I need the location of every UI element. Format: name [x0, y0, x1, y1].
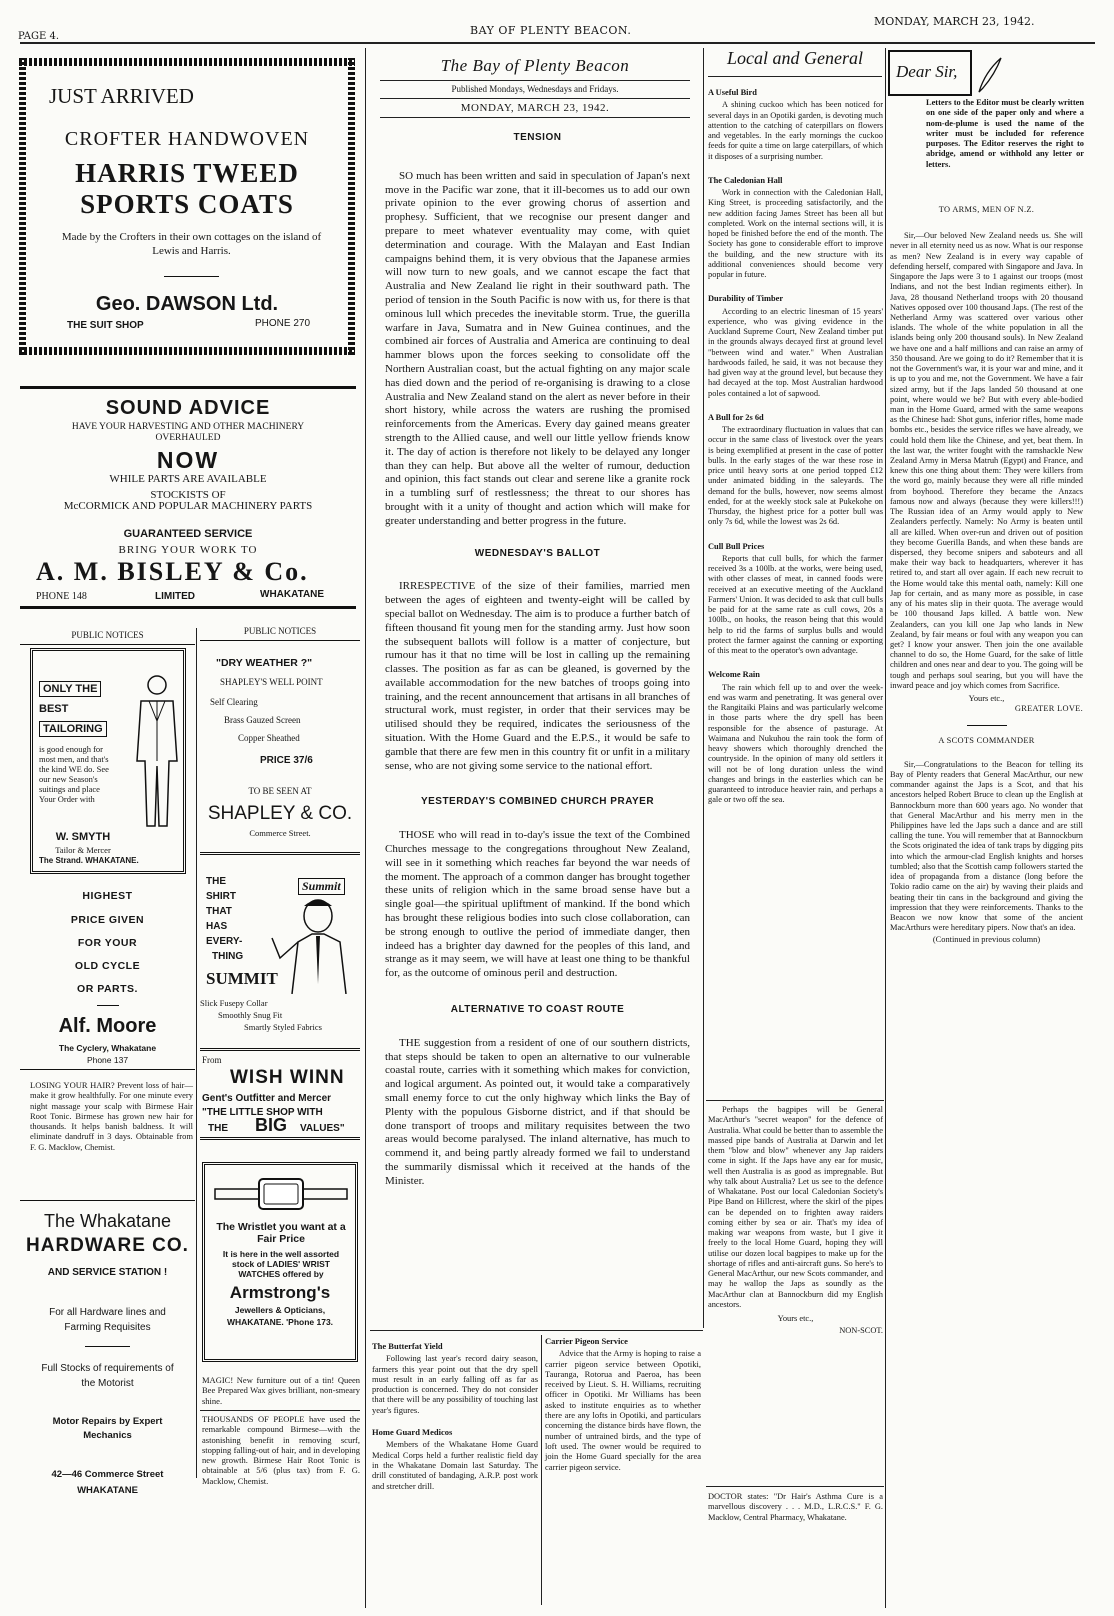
summit-line4: HAS	[206, 921, 228, 932]
local-item-text: Work in connection with the Caledonian Hall, King Street, is proceeding satisfactorily, and the new addition facing James Street has been all but completed. Work on the internal sections will, it is hoped be finished before the end of the month. The Society has gone to considerable effort to improve the building, and the new structure with its additional conveniences should become very popular in future.	[708, 188, 883, 279]
winn-line1: Gent's Outfitter and Mercer	[202, 1093, 332, 1104]
summit-logo: Summit	[298, 878, 345, 895]
moore-phone: Phone 137	[86, 1055, 129, 1065]
column-rule	[196, 628, 197, 1478]
public-notices-header: PUBLIC NOTICES	[20, 630, 195, 645]
column-rule	[703, 48, 704, 1328]
prayer-heading: YESTERDAY'S COMBINED CHURCH PRAYER	[420, 796, 655, 808]
smyth-addr: The Strand. WHAKATANE.	[39, 856, 139, 865]
divider	[706, 1486, 884, 1487]
local-items	[708, 88, 883, 806]
local-item-text: The extraordinary fluctuation in values that can occur in the same class of livestock over the years is being exemplified at present in the case of potter bulls. In the early stages of the war these rose in price until heavy sorts at one period topped £12 under animated bidding in the saleyards. The demand for the bulls, however, now seems almost ended, for at the weekly stock sale at Pukekohe on Thursday, the highest price for a potter bull was only 7s 6d, while the lowest was 2s 6d.	[708, 425, 883, 527]
editorial-articles	[385, 125, 690, 1189]
hardware-line6: Motor Repairs by Expert Mechanics	[52, 1416, 163, 1441]
smyth-body: is good enough for most men, and that's the kind WE do. See our new Season's suitings and place Your Order with	[39, 744, 109, 804]
pigeon-text: Advice that the Army is hoping to raise a carrier pigeon service between Opotiki, Tauranga, Rotorua and Paeroa, has been received by Lieut. S. H. Williams, recruiting officer in Opotiki. Mr Williams has been asked to institute enquiries as to whether there are any lofts in Opotiki, and particulars concerning the distance birds have flown, the number of untrained birds, and the type of loft used. The owner would be required to join the Home Guard specially for the area carrier pigeon service.	[545, 1348, 701, 1472]
winn-ad	[200, 1048, 360, 1140]
page-date: MONDAY, MARCH 23, 1942.	[874, 15, 1035, 28]
tailor-figure-illustration	[129, 671, 183, 831]
tailoring: TAILORING	[39, 721, 107, 737]
magic-ad: MAGIC! New furniture out of a tin! Queen Bee Prepared Wax gives brilliant, non-smeary shine.	[202, 1375, 360, 1406]
bring-work: BRING YOUR WORK TO	[118, 544, 258, 556]
butterfat-text: Following last year's record dairy season, farmers this year point out that the dry spell must result in an early falling off as far as production is concerned. They do not consider that there will be any possibility of touching last year's figures.	[372, 1353, 538, 1415]
letters-intro: Letters to the Editor must be clearly written on one side of the paper only and where a nom-de-plume is used the name of the writer must be included for reference purposes. The Editor reserves the right to abridge, amend or withhold any letter or letters.	[926, 98, 1084, 169]
nameplate-rule	[380, 80, 690, 81]
to-arms-name: GREATER LOVE.	[1014, 704, 1083, 714]
tweed-body: Made by the Crofters in their own cottages on the island of Lewis and Harris.	[61, 231, 322, 257]
feature-1: Self Clearing	[210, 697, 258, 707]
birmese-ad: THOUSANDS OF PEOPLE have used the remarkable compound Birmese—with the astonishing benefit in removing scurf, stopping falling-out of hair, and in developing new growth. Birmese Hair Root Tonic is obtainable at 5/6 (plus tax) from F. G. Macklow, Chemist.	[202, 1414, 360, 1486]
editorial-date: MONDAY, MARCH 23, 1942.	[460, 102, 610, 114]
hardware-line3: AND SERVICE STATION !	[47, 1267, 168, 1278]
summit-line3: THAT	[206, 906, 232, 917]
coast-heading: ALTERNATIVE TO COAST ROUTE	[450, 1004, 625, 1016]
hardware-line2: HARDWARE CO.	[26, 1235, 189, 1256]
bisley-firm: A. M. BISLEY & Co.	[36, 557, 309, 586]
divider	[706, 1100, 884, 1101]
hardware-line5: Full Stocks of requirements of the Motorist	[41, 1363, 174, 1389]
divider	[85, 1346, 130, 1347]
sound-advice: SOUND ADVICE	[105, 397, 271, 419]
feature-2: Brass Gauzed Screen	[224, 715, 301, 725]
nameplate-rule	[380, 98, 690, 99]
bisley-limited: LIMITED	[155, 591, 195, 602]
bagpipe-sign: Yours etc.,	[777, 1314, 814, 1323]
wristlet-body: It is here in the well assorted stock of LADIES' WRIST WATCHES offered by	[222, 1249, 340, 1279]
to-arms-sign: Yours etc.,	[968, 694, 1005, 704]
divider	[164, 276, 219, 277]
winn-name: WISH WINN	[230, 1067, 345, 1088]
column-rule	[365, 48, 366, 1608]
summit-line5: EVERY-	[206, 936, 243, 947]
harris-tweed: HARRIS TWEED	[75, 158, 299, 188]
summit-text2: Smoothly Snug Fit	[218, 1010, 283, 1020]
prayer-text: THOSE who will read in to-day's issue the text of the Combined Churches message to the congregations throughout New Zealand, will see in it something which reaches far beyond the war needs of the moment. The approach of a common danger has brought together these units of religion which in the same broad sense have but a single goal—the spiritual upliftment of mankind. If the bond which has brought these religious bodies into such close collaboration, can be strong enough to outlive the period of immediate danger, then indeed has a brighter day dawned for the peoples of this land, and strange as it may seem, we will have at least one thing to be thankful for, as the outcome of ominous peril and destruction.	[385, 829, 690, 980]
continued-note: (Continued in previous column)	[932, 935, 1041, 945]
doctor-ad: DOCTOR states: "Dr Hair's Asthma Cure is a marvellous discovery . . . M.D., L.R.C.S." F. G. Macklow, Central Pharmacy, Whakatane.	[708, 1492, 883, 1522]
quill-icon	[975, 54, 1005, 94]
butterfat-heading: The Butterfat Yield	[372, 1341, 443, 1351]
bisley-ad	[20, 386, 356, 609]
scots-text: Sir,—Congratulations to the Beacon for telling its Bay of Plenty readers that General MacArthur, our new commander against the Japs is a Scot, and that his ancestors helped Robert Bruce to clean up the English at Bannockburn more than 600 years ago. No wonder that that General MacArthur and his merry men in the Philippines have led the Japs such a dance and are still calling the tune. You will remember that at Bannockburn the Scots originated the idea of tank traps by digging pits into which the armour-clad English knights and horses tumbled; also that the Scottish camp followers started the idea of propaganda from a distance (long before the Tokio radio came on the air) by waving their plaids and beating their tin cans in the background and giving the impression that they were reinforcements. Thanks to the Beacon we now know that some of the ancient MacArthurs were hereditary pipers. Now that's an idea.	[890, 759, 1083, 933]
wristlet-addr: WHAKATANE. 'Phone 173.	[226, 1317, 334, 1327]
local-general-title: Local and General	[727, 48, 863, 68]
suit-shop: THE SUIT SHOP	[67, 320, 144, 331]
bagpipe-letter	[708, 1105, 883, 1337]
guaranteed-service: GUARANTEED SERVICE	[123, 528, 253, 540]
bisley-phone: PHONE 148	[36, 591, 87, 602]
feature-3: Copper Sheathed	[238, 733, 300, 743]
summit-ad	[200, 872, 360, 1032]
moore-line3: FOR YOUR	[77, 937, 138, 949]
hardware-line4: For all Hardware lines and Farming Requisites	[49, 1307, 166, 1333]
coast-text: THE suggestion from a resident of one of our southern districts, that steps should be taken to open an alternative to our vulnerable coastal route, carries with it something which makes for conviction, and logical argument. As pointed out, it would take a comparatively small enemy force to cut the only highway which links the Bay of Plenty with the populous Gisborne district, and if that should be done transport of troops and military requisites between the two areas would become paralysed. The inland alternative, has much to commend it, and being partly already formed we fail to understand the summarily dismissal which it received at the hands of the Minister.	[385, 1036, 690, 1187]
summit-text3: Smartly Styled Fabrics	[244, 1022, 322, 1032]
hardware-line8: WHAKATANE	[77, 1485, 138, 1496]
bisley-line4: McCORMICK AND POPULAR MACHINERY PARTS	[63, 500, 313, 512]
local-item-text: A shining cuckoo which has been noticed for several days in an Opotiki garden, is devoting much attention to the catching of caterpillars on flowers and vegetables. In the early mornings the cuckoo feeds for quite a time on large caterpillars, of which it disposes of a surprising number.	[708, 100, 883, 161]
just-arrived: JUST ARRIVED	[49, 84, 194, 108]
now: NOW	[156, 447, 220, 473]
wristlet-ad	[202, 1162, 358, 1362]
moore-line5: OR PARTS.	[77, 983, 138, 995]
watch-illustration	[213, 1175, 349, 1213]
bagpipe-text: Perhaps the bagpipes will be General MacArthur's "secret weapon" for the defence of Australia. What could be better than to assemble the massed pipe bands of Australia at Darwin and let them "blow and blow" whenever any Jap raiders come in sight. If the Japs have any ear for music, well then Australia is as good as impregnable. But why talk about Australia? Let us see to the defence of Whakatane. Post our local Caledonian Society's Pipe Band on Hillcrest, where the skirl of the pipes can be depended on to frighten away raiders coming either by sea or air. That's my idea of making war weapons from waste, but I give it freely to the local Home Guard, hoping they will utilise our dozen local bagpipes to make up for the shortage of rifles and anti-aircraft guns. So here's to General MacArthur, our new Scots commander, and may he wallop the Japs as soundly as the MacArthur clan at Bannockburn did my English ancestors.	[708, 1105, 883, 1309]
scots-heading: A SCOTS COMMANDER	[938, 735, 1035, 745]
shapley-firm: SHAPLEY & CO.	[207, 803, 353, 824]
price: PRICE 37/6	[260, 755, 313, 766]
letters-body	[890, 205, 1083, 946]
seen-at: TO BE SEEN AT	[248, 786, 312, 796]
shapley-addr: Commerce Street.	[249, 828, 311, 838]
tweed-ad	[19, 58, 355, 355]
local-item-heading: The Caledonian Hall	[708, 175, 783, 185]
small-news-left	[372, 1335, 538, 1491]
local-item-heading: A Bull for 2s 6d	[708, 412, 764, 422]
divider	[97, 1005, 119, 1006]
shapley-ad	[200, 645, 360, 855]
only-the: ONLY THE	[39, 681, 101, 697]
wristlet-sub: Jewellers & Opticians,	[234, 1305, 326, 1315]
pigeon-heading: Carrier Pigeon Service	[545, 1336, 628, 1346]
local-item-heading: Welcome Rain	[708, 670, 760, 680]
dear-sir-text: Dear Sir,	[896, 62, 958, 81]
dear-sir-logo	[888, 50, 972, 96]
crofter-handwoven: CROFTER HANDWOVEN	[64, 128, 310, 150]
dawson-phone: PHONE 270	[255, 318, 311, 329]
to-arms-text: Sir,—Our beloved New Zealand needs us. She will never in all eternity need us as now. What is our response as men? New Zealand is in every way capable of defending herself, compared with Singapore and Java. In Singapore the Japs were 3 to 1 against our troops (most Indians, and not the best Indian regiments either). In Java, 28 thousand Netherland troops with 20 thousand Natives opposed over 100 thousand Japs. (The rest of the Netherland Army was scattered over various other islands. The whole of the white population in all the islands being only 200 thousand souls). In New Zealand we have one and a half millions and can raise an army of 350 thousand. Are we going to do it? Remember that it is not the Government's war, it is your war and mine, and it is up to you and me, not the Government. We have a fair sized army, but if the Japs landed 50 thousand at one point, where would we be? But with every able-bodied man in the Home Guard, armed with the same weapons as the Chinese had: Shot guns, inferior rifles, home made bombs etc., besides the service rifles we have already, we could hold them like the Chinese, and yet, beat them. In the last war, the writer fought with the ramshackle New Zealand Army in Mersa Matruh (Egypt) and France, and knew this one thing about them: They were killers from the word go, mainly because they were all rifle minded from boyhood. Therefore they became the Anzacs famous now and always (because they were killers!!!) The Russian idea of an Army would apply to New Zealanders perfectly. Namely: No Army is beaten until all are killed. When over-run and driven out of position they become Guerilla Bands, and when these bands are dispersed, they become snipers and saboteurs and all make their way back to headquarters, wherever it has retired to, and start all over again. If each new recruit to the Home would take this mental oath, namely: Kill one Jap for certain, and as many more as possible, in case any of his mates slip in their quota. The average would be 100 thousand Japs killed. A battle won. New Zealanders, can you kill one Jap who lands in New Zealand, by fair means or foul with any weapon you can get? I know your answer. Then join the one available channel to do so, the Home Guard, for the sake of little children and ones near and dear to you. The going will be tough and perhaps soul searing, but you will have the inward peace and joy which comes from Sacrifice.	[890, 231, 1083, 690]
tension-heading: TENSION	[513, 132, 562, 143]
dry-weather: "DRY WEATHER ?"	[216, 657, 313, 669]
local-item-heading: Cull Bull Prices	[708, 541, 765, 551]
column-rule	[541, 1335, 542, 1605]
divider	[967, 725, 1007, 726]
wristlet-heading: The Wristlet you want at a Fair Price	[216, 1221, 346, 1245]
moore-ad	[20, 880, 195, 1070]
medicos-heading: Home Guard Medicos	[372, 1427, 453, 1438]
page-number: PAGE 4.	[18, 31, 60, 42]
smyth-ad	[30, 648, 186, 874]
hardware-ad	[20, 1200, 195, 1510]
divider	[708, 76, 882, 77]
local-item-heading: A Useful Bird	[708, 88, 757, 97]
summit-line2: SHIRT	[206, 891, 236, 902]
man-shirt-illustration	[262, 894, 358, 994]
smyth-name: W. SMYTH	[55, 831, 111, 843]
border-stripe	[19, 58, 355, 66]
armstrongs: Armstrong's	[229, 1283, 331, 1302]
moore-line1: HIGHEST	[82, 890, 133, 902]
tension-text: SO much has been written and said in speculation of Japan's next move in the Pacific war zone, that it ill-becomes us to add our own private opinion to the ever growing chorus of assertion and prophesy. Sufficient, that we recognise our present danger and prepare to meet whatever eventuality may come, with quiet determination and courage. With the Malayan and East Indian campaigns behind them, it is very obvious that the Japanese armies will now turn to new goals, and we cannot escape the fact that Australia and New Zealand lie right in their southward path. The period of tension in the South Pacific is now with us, for there is that ominous lull which precedes the inevitable storm. True, the guerilla warfare in Java, Sumatra and in New Guinea continues, and the combined air forces of Australia and America are continuing to deal hammer blows upon the forces seeking to consolidate off the Northern Australian coast, but the actual fighting on any major scale has died down and the period of re-organising is drawing to a close Australia and New Zealand stand on the alert as never before in their short history, while across the waters are rushing the promised reinforcements from the Americas. Every day gained means greater strength to the Allied cause, and well our little yellow friends know it. The day of action is therefore not likely to be delayed any longer than they can help. But above all the welter of rumour, deduction and opinion, this fact stands out clear and serene like a granite rock in a tumbling surf of restlessness; the threat to our shores has brought with it a unity of thought and action which will make for greater understanding and better progress in the future.	[385, 169, 690, 527]
divider	[200, 1410, 360, 1411]
local-item-text: Reports that cull bulls, for which the farmer received 3s a 100lb. at the works, were being used, with other classes of meat, in canned foods were received at an executive meeting of the Auckland Farmers' Union. It was decided to ask that cull bulls be paid for at the same rate as cull cows, 20s a 100lb., on hooks, the reason being that this would help to rid the farms of surplus bulls and would protect the farmer against the canning or exporting of this meat to the operator's own advantage.	[708, 553, 883, 655]
summit-brand: SUMMIT	[206, 969, 278, 988]
border-stripe	[19, 347, 355, 355]
sports-coats: SPORTS COATS	[80, 189, 294, 219]
winn-line4: VALUES"	[300, 1123, 345, 1134]
bisley-line3: STOCKISTS OF	[150, 489, 226, 501]
local-item-text: The rain which fell up to and over the week-end was warm and penetrating. It was general over the Rangitaiki Plains and was particularly welcome in those parts where the dry spell has been responsible for the absence of pasturage. At Waimana and Nukuhou the rain took the form of heavy showers which thoroughly drenched the countryside. In the opinion of many old settlers it will not be of long duration unless the wind changes and brings in the easterlies which can be guaranteed to introduce heavier rain, and perhaps a gale or two off the sea.	[708, 682, 883, 805]
well-point: SHAPLEY'S WELL POINT	[220, 677, 323, 687]
medicos-text: Members of the Whakatane Home Guard Medical Corps held a further realistic field day in the Whakatane Domain last Saturday. The drill constituted of bandaging, A.R.P. post work and stretcher drill.	[372, 1439, 538, 1491]
hair-tonic-ad: LOSING YOUR HAIR? Prevent loss of hair—make it grow healthfully. For one minute every night massage your scalp with Birmese Hair Root Tonic. Birmese has grown new hair for thousands. It helps banish baldness. It will eliminate dandruff in 3 days. Obtainable from F. G. Macklow, Chemist.	[30, 1080, 193, 1152]
winn-line2: "THE LITTLE SHOP WITH	[202, 1107, 323, 1118]
moore-line2: PRICE GIVEN	[70, 914, 145, 926]
local-item-heading: Durability of Timber	[708, 294, 784, 304]
column-rule	[885, 48, 886, 1608]
summit-line6: THING	[212, 951, 244, 962]
bisley-line1: HAVE YOUR HARVESTING AND OTHER MACHINERY OVERHAULED	[71, 422, 305, 443]
summit-line1: THE	[206, 876, 226, 887]
ballot-heading: WEDNESDAY'S BALLOT	[474, 547, 601, 559]
winn-from: From	[202, 1055, 222, 1065]
hardware-line1: The Whakatane	[43, 1211, 172, 1231]
moore-name: Alf. Moore	[58, 1015, 157, 1037]
winn-big: BIG	[255, 1115, 288, 1135]
dawson-firm: Geo. DAWSON Ltd.	[95, 293, 279, 315]
moore-firm: The Cyclery, Whakatane	[58, 1043, 157, 1053]
to-arms-heading: TO ARMS, MEN OF N.Z.	[938, 205, 1035, 214]
local-item-text: According to an electric linesman of 15 years' experience, who was giving evidence in the Auckland Supreme Court, New Zealand timber put in the grounds always decayed first at ground level "between wind and water." When Australian hardwoods failed, he said, it was not because they had given way at the ground level, but because they had decayed at the top. Most Australian hardwood poles contained a lot of sapwood.	[708, 306, 883, 398]
winn-line3: THE	[208, 1123, 228, 1134]
masthead-rule	[20, 42, 1095, 44]
ballot-text: IRRESPECTIVE of the size of their families, married men between the ages of eighteen and twenty-eight will be called by special ballot on Wednesday. The aim is to produce a further batch of fifteen thousand fit young men for the standing army. Just how soon the subsequent ballots will follow is a matter of conjecture, but rumour has it that no time will be lost in calling up the remaining classes. The position as far as can be gleaned, is governed by the available accommodation for the new batches of troops going into training, and the recent announcement that artisans in all branches of structural work, must register, in order that their services may be utilised should they be required, indicates the seriousness of the situation. With the Home Guard and the E.P.S., it would be safe to gamble that there are few men in this country fit or unfit in a military sense, who are not giving some service to the national effort.	[385, 580, 690, 772]
nameplate-rule	[380, 117, 690, 118]
published-days: Published Mondays, Wednesdays and Fridays.	[451, 84, 619, 94]
paper-name-header: BAY OF PLENTY BEACON.	[470, 24, 632, 37]
public-notices-header: PUBLIC NOTICES	[200, 626, 360, 641]
smyth-role: Tailor & Mercer	[55, 845, 111, 855]
bagpipe-name: NON-SCOT.	[839, 1326, 883, 1336]
moore-line4: OLD CYCLE	[74, 960, 141, 972]
best: BEST	[39, 703, 69, 715]
bisley-line2: WHILE PARTS ARE AVAILABLE	[109, 473, 267, 485]
editorial-nameplate: The Bay of Plenty Beacon	[440, 56, 630, 75]
hardware-line7: 42—46 Commerce Street	[51, 1469, 164, 1480]
bisley-town: WHAKATANE	[260, 589, 325, 600]
summit-text1: Slick Fusepy Collar	[200, 998, 268, 1008]
small-news-right	[545, 1330, 701, 1472]
